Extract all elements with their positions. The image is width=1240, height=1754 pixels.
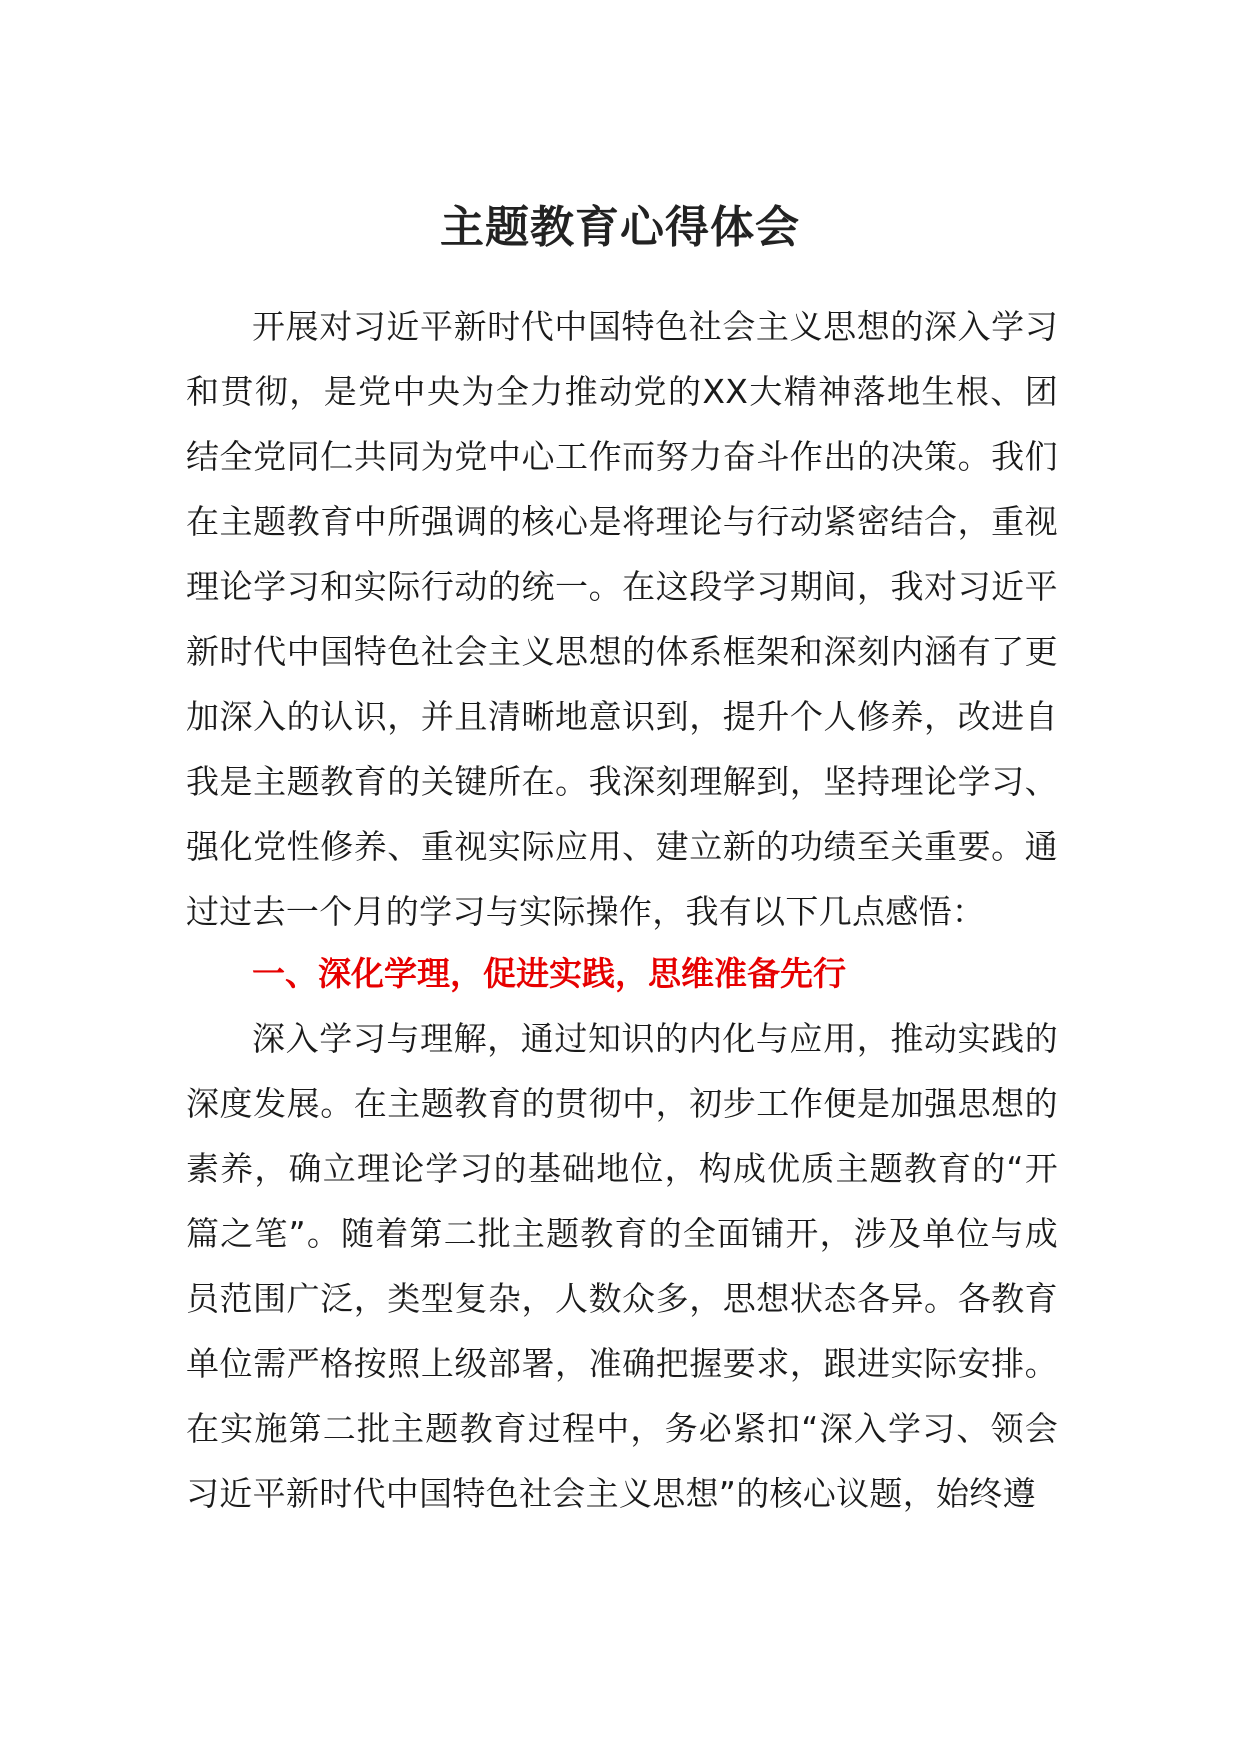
paragraph-section-one: 深入学习与理解，通过知识的内化与应用，推动实践的深度发展。在主题教育的贯彻中，初步工作便是加强思想的素养，确立理论学习的基础地位，构成优质主题教育的“开篇之笔”。随着第二批主题教育的全面铺开，涉及单位与成员范围广泛，类型复杂，人数众多，思想状态各异。各教育单位需严格按照上级部署，准确把握要求，跟进实际安排。在实施第二批主题教育过程中，务必紧扣“深入学习、领会习近平新时代中国特色社会主义思想”的核心议题，始终遵 [186, 1019, 1058, 1513]
paragraph-intro: 开展对习近平新时代中国特色社会主义思想的深入学习和贯彻，是党中央为全力推动党的XX大精神落地生根、团结全党同仁共同为党中心工作而努力奋斗作出的决策。我们在主题教育中所强调的核心是将理论与行动紧密结合，重视理论学习和实际行动的统一。在这段学习期间，我对习近平新时代中国特色社会主义思想的体系框架和深刻内涵有了更加深入的认识，并且清晰地意识到，提升个人修养，改进自我是主题教育的关键所在。我深刻理解到，坚持理论学习、强化党性修养、重视实际应用、建立新的功绩至关重要。通过过去一个月的学习与实际操作，我有以下几点感悟： [186, 307, 1058, 931]
document-title: 主题教育心得体会 [440, 202, 800, 253]
section-heading: 一、深化学理，促进实践，思维准备先行 [252, 954, 846, 993]
paragraph-intro-block [186, 294, 1058, 944]
paragraph-section-one-block [186, 1006, 1058, 1526]
